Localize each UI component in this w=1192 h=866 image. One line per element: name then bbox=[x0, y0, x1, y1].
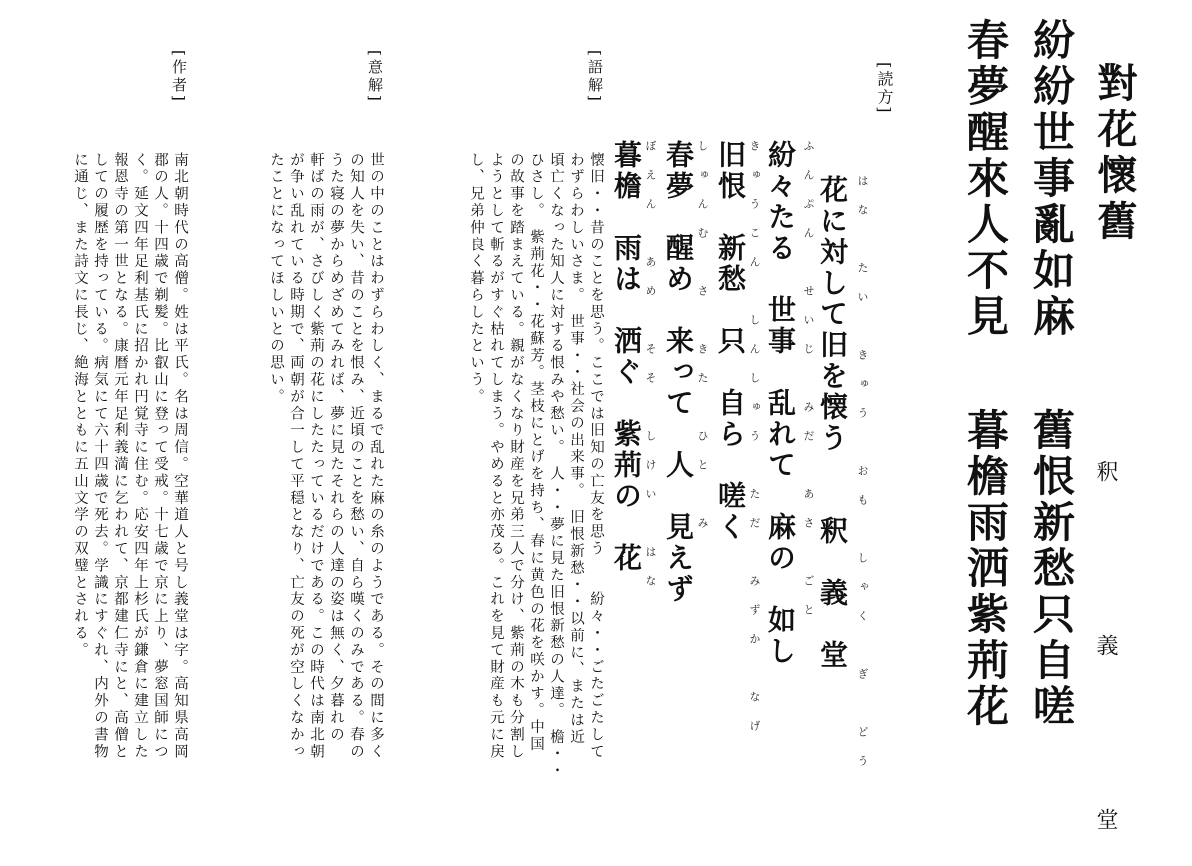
goka-line: わずらわしいさま。 世事・・社会の出来事。 旧恨新愁・・以前に、または近 bbox=[568, 152, 584, 746]
goka-line: 頃亡くなった知人に対する恨みや愁い。 人・・夢に見た旧恨新愁の人達。 檐・・ bbox=[548, 152, 564, 780]
sakusha-section bbox=[70, 152, 190, 792]
furigana-line-4: ぼえん あめ そそ しけい はな bbox=[644, 140, 657, 604]
imi-line: うた寝の夢からめざめてみれば、夢に見たそれらの人達の姿は無く、夕暮れの bbox=[328, 152, 344, 744]
poem-line-1a: 紛紛世事亂如麻 bbox=[1027, 18, 1076, 340]
imi-line: が争い乱れている時期で、両朝が合一して平穏となり、亡友の死が空しくなかっ bbox=[288, 152, 304, 761]
reading-line-2: 旧恨 新愁 只 自ら 嗟く bbox=[714, 140, 747, 543]
poem-line-1b: 舊恨新愁只自嗟 bbox=[1027, 408, 1076, 730]
reading-line-3: 春夢 醒め 来って 人 見えず bbox=[662, 140, 695, 605]
imi-section bbox=[266, 152, 386, 792]
imi-label: [意解] bbox=[366, 50, 384, 104]
reading-line-4: 暮檐 雨は 洒ぐ 紫荊の 花 bbox=[610, 140, 643, 574]
sakusha-line: 郡の人。十四歳で剃髪。比叡山に登って受戒。十七歳で京に上り、夢窓国師につ bbox=[152, 152, 168, 761]
poem-author: 釈 義 堂 bbox=[1093, 460, 1118, 866]
goka-label: [語解] bbox=[586, 50, 604, 104]
imi-line: の知人を失い、昔のことを恨み、近頃のことを愁い、自ら嘆くのみである。春の bbox=[348, 152, 364, 761]
imi-line: たことになってほしいとの思い。 bbox=[268, 152, 284, 406]
furigana-line-2: きゅうこん しんしゅう ただ みずか なげ bbox=[748, 140, 761, 749]
goka-section bbox=[466, 152, 606, 792]
imi-line: 世の中のことはわずらわしく、まるで乱れた麻の糸のようである。その間に多く bbox=[368, 152, 384, 761]
reading-title: 花に対して旧を懐う 釈 義 堂 bbox=[816, 175, 849, 671]
goka-line: 懐旧・・昔のことを思う。ここでは旧知の亡友を思う 紛々・・ごたごたして bbox=[588, 152, 604, 761]
sakusha-line: く。延文四年足利基氏に招かれ円覚寺に住む。応安四年上杉氏が鎌倉に建立した bbox=[132, 152, 148, 761]
furigana-line-1: ふんぷん せいじ みだ あさ ごと bbox=[802, 140, 815, 633]
goka-line: ひさし。 紫荊花・・花蘇芳。茎枝にとげを持ち、春に黄色の花を咲かす。中国 bbox=[528, 152, 544, 754]
poem-line-2b: 暮檐雨洒紫荊花 bbox=[961, 408, 1010, 730]
goka-line: ようとして斬るがすぐ枯れてしまう。やめると亦茂る。これを見て財産も元に戻 bbox=[488, 152, 504, 761]
sakusha-line: 南北朝時代の高僧。姓は平氏。名は周信。空華道人と号し義堂は字。高知県高岡 bbox=[172, 152, 188, 761]
goka-line: し、兄弟仲良く暮らしたという。 bbox=[468, 152, 484, 406]
sakusha-line: に通じ、また詩文に長じ、絶海とともに五山文学の双璧とされる。 bbox=[72, 152, 88, 659]
furigana-line-3: しゅんむ さ きた ひと み bbox=[696, 140, 709, 546]
reading-line-1: 紛々たる 世事 乱れて 麻の 如し bbox=[764, 140, 797, 667]
goka-line: の故事を踏まえている。親がなくなり財産を兄弟三人で分け、紫荊の木も分割し bbox=[508, 152, 524, 761]
reading-label: [読方] bbox=[875, 62, 894, 115]
sakusha-label: [作者] bbox=[170, 50, 188, 104]
sakusha-line: 報恩寺の第一世となる。康暦元年足利義満に乞われて、京都建仁寺にと、高僧と bbox=[112, 152, 128, 761]
imi-line: 軒ばの雨が、さびしく紫荊の花にしたたっているだけである。この時代は南北朝 bbox=[308, 152, 324, 761]
furigana-title: はな たい きゅう おも しゃく ぎ どう bbox=[856, 175, 869, 784]
poem-title: 對花懷舊 bbox=[1091, 62, 1138, 246]
sakusha-line: しての履歴を持っている。病気にて六十四歳で死去。学識にすぐれ、内外の書物 bbox=[92, 152, 108, 761]
poem-line-2a: 春夢醒來人不見 bbox=[961, 18, 1010, 340]
